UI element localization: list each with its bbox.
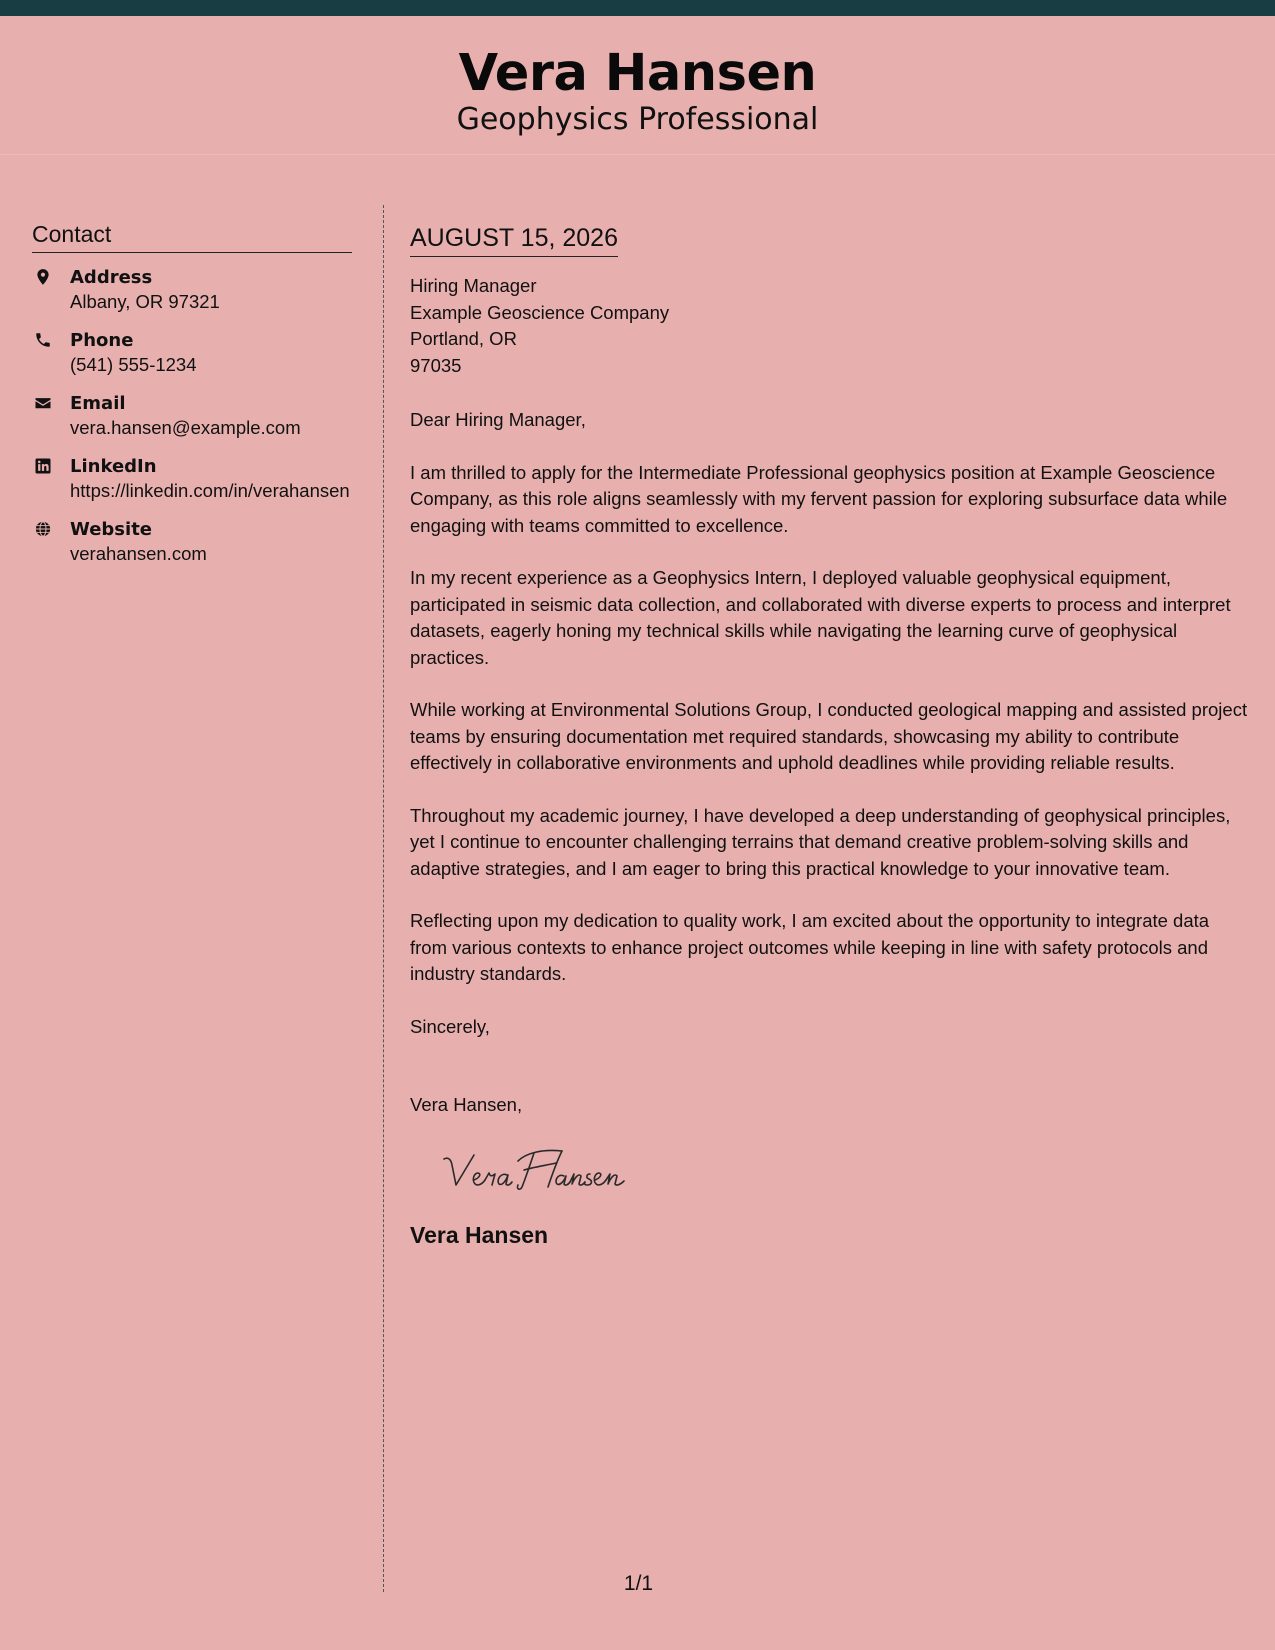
letter-body xyxy=(410,222,1250,1250)
page-number: 1/1 xyxy=(623,1572,654,1595)
signed-name: Vera Hansen xyxy=(410,1222,549,1248)
contact-value-linkedin[interactable]: https://linkedin.com/in/verahansen xyxy=(70,480,350,501)
contact-value-phone: (541) 555-1234 xyxy=(70,354,197,375)
body-paragraph: I am thrilled to apply for the Intermediate Professional geophysics position at Example Geoscience Company, as this role aligns seamlessly with my fervent passion for exploring subsurface data while engaging with teams committed to excellence. xyxy=(410,461,1228,536)
sign-off-name: Vera Hansen, xyxy=(410,1094,523,1115)
recipient-line: Hiring Manager xyxy=(410,275,537,296)
contact-value-address: Albany, OR 97321 xyxy=(70,291,220,312)
contact-heading: Contact xyxy=(32,218,352,253)
handwritten-signature xyxy=(438,1143,648,1199)
body-paragraph: Throughout my academic journey, I have developed a deep understanding of geophysical principles, yet I continue to encounter challenging terrains that demand creative problem-solving skills and adaptive strategies, and I am eager to bring this practical knowledge to your innovative team. xyxy=(410,804,1231,879)
closing: Sincerely, xyxy=(410,1015,490,1037)
contact-item-address xyxy=(32,265,352,314)
body-paragraph: While working at Environmental Solutions Group, I conducted geological mapping and assisted project teams by ensuring documentation met required standards, showcasing my ability to contribute effectively in collaborative environments and uphold deadlines while providing reliable results. xyxy=(410,699,1248,773)
contact-label-phone: Phone xyxy=(70,330,134,351)
contact-label-linkedin: LinkedIn xyxy=(70,456,157,477)
applicant-title: Geophysics Professional xyxy=(456,102,819,137)
globe-icon xyxy=(34,520,52,538)
greeting: Dear Hiring Manager, xyxy=(410,409,586,430)
contact-value-email[interactable]: vera.hansen@example.com xyxy=(70,417,301,438)
body-paragraph: Reflecting upon my dedication to quality work, I am excited about the opportunity to integrate data from various contexts to enhance project outcomes while keeping in line with safety protocols and industry standards. xyxy=(410,910,1210,984)
letter-date: AUGUST 15, 2026 xyxy=(410,222,618,257)
map-pin-icon xyxy=(34,268,52,286)
contact-item-email xyxy=(32,391,352,440)
phone-icon xyxy=(34,331,52,349)
contact-sidebar xyxy=(32,218,352,580)
contact-item-linkedin xyxy=(32,454,352,503)
recipient-line: Portland, OR xyxy=(410,328,517,349)
recipient-block xyxy=(410,273,1250,379)
recipient-line: Example Geoscience Company xyxy=(410,301,670,323)
top-accent-bar xyxy=(0,0,1275,16)
contact-value-website[interactable]: verahansen.com xyxy=(70,543,207,564)
page-header xyxy=(0,16,1275,155)
recipient-line: 97035 xyxy=(410,354,462,376)
contact-item-phone xyxy=(32,328,352,377)
contact-label-email: Email xyxy=(70,393,126,414)
contact-label-address: Address xyxy=(70,267,153,288)
contact-label-website: Website xyxy=(70,519,153,540)
contact-item-website xyxy=(32,517,352,566)
linkedin-icon xyxy=(34,457,52,475)
body-paragraph: In my recent experience as a Geophysics Intern, I deployed valuable geophysical equipment, participated in seismic data collection, and collaborated with diverse experts to process and interpret datasets, eagerly honing my technical skills while navigating the learning curve of geophysical practices. xyxy=(410,567,1231,668)
column-divider xyxy=(383,205,384,1592)
applicant-name: Vera Hansen xyxy=(458,44,817,103)
envelope-icon xyxy=(34,394,52,412)
